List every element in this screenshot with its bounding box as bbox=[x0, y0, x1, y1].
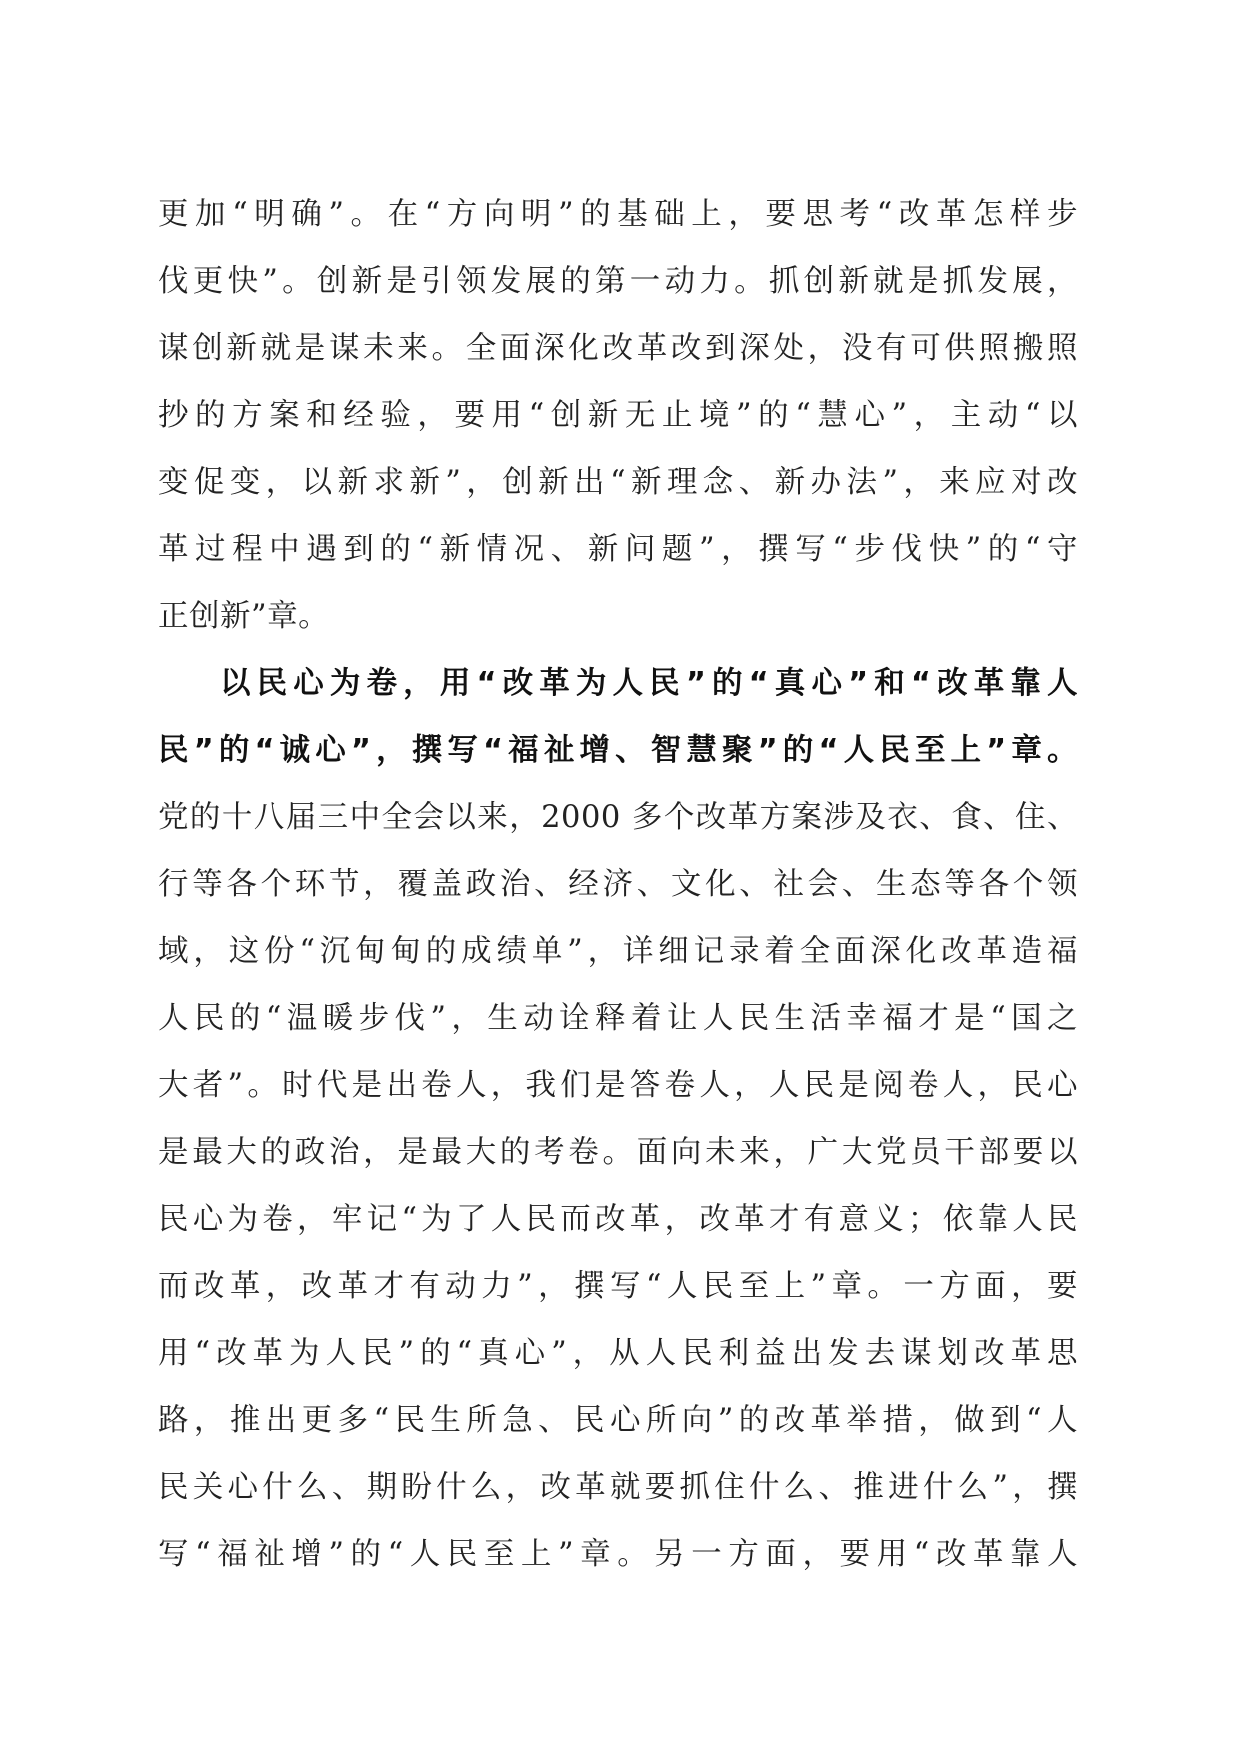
paragraph-line: 变促变，以新求新”，创新出“新理念、新办法”，来应对改 bbox=[158, 465, 1078, 500]
paragraph-line: 写“福祉增”的“人民至上”章。另一方面，要用“改革靠人 bbox=[158, 1537, 1078, 1572]
paragraph-line: 域，这份“沉甸甸的成绩单”，详细记录着全面深化改革造福 bbox=[158, 934, 1078, 969]
paragraph-line: 革过程中遇到的“新情况、新问题”，撰写“步伐快”的“守 bbox=[158, 532, 1078, 567]
paragraph-line: 正创新”章。 bbox=[158, 599, 330, 634]
section-heading-line: 民”的“诚心”，撰写“福祉增、智慧聚”的“人民至上”章。 bbox=[158, 733, 1078, 768]
paragraph-line: 伐更快”。创新是引领发展的第一动力。抓创新就是抓发展， bbox=[158, 264, 1078, 299]
paragraph-line: 人民的“温暖步伐”，生动诠释着让人民生活幸福才是“国之 bbox=[158, 1001, 1078, 1036]
paragraph-line: 大者”。时代是出卷人，我们是答卷人，人民是阅卷人，民心 bbox=[158, 1068, 1078, 1103]
paragraph-line: 更加“明确”。在“方向明”的基础上，要思考“改革怎样步 bbox=[158, 197, 1078, 232]
paragraph-line: 而改革，改革才有动力”，撰写“人民至上”章。一方面，要 bbox=[158, 1269, 1078, 1304]
paragraph-line: 民关心什么、期盼什么，改革就要抓住什么、推进什么”，撰 bbox=[158, 1470, 1078, 1505]
paragraph-line: 民心为卷，牢记“为了人民而改革，改革才有意义；依靠人民 bbox=[158, 1202, 1078, 1237]
paragraph-line: 是最大的政治，是最大的考卷。面向未来，广大党员干部要以 bbox=[158, 1135, 1078, 1170]
paragraph-line: 行等各个环节，覆盖政治、经济、文化、社会、生态等各个领 bbox=[158, 867, 1078, 902]
paragraph-line: 路，推出更多“民生所急、民心所向”的改革举措，做到“人 bbox=[158, 1403, 1078, 1438]
paragraph-line: 抄的方案和经验，要用“创新无止境”的“慧心”，主动“以 bbox=[158, 398, 1078, 433]
paragraph-line: 用“改革为人民”的“真心”，从人民利益出发去谋划改革思 bbox=[158, 1336, 1078, 1371]
paragraph-line: 谋创新就是谋未来。全面深化改革改到深处，没有可供照搬照 bbox=[158, 331, 1078, 366]
paragraph-line: 党的十八届三中全会以来，2000 多个改革方案涉及衣、食、住、 bbox=[158, 800, 1078, 835]
section-heading-line: 以民心为卷，用“改革为人民”的“真心”和“改革靠人 bbox=[220, 666, 1078, 701]
